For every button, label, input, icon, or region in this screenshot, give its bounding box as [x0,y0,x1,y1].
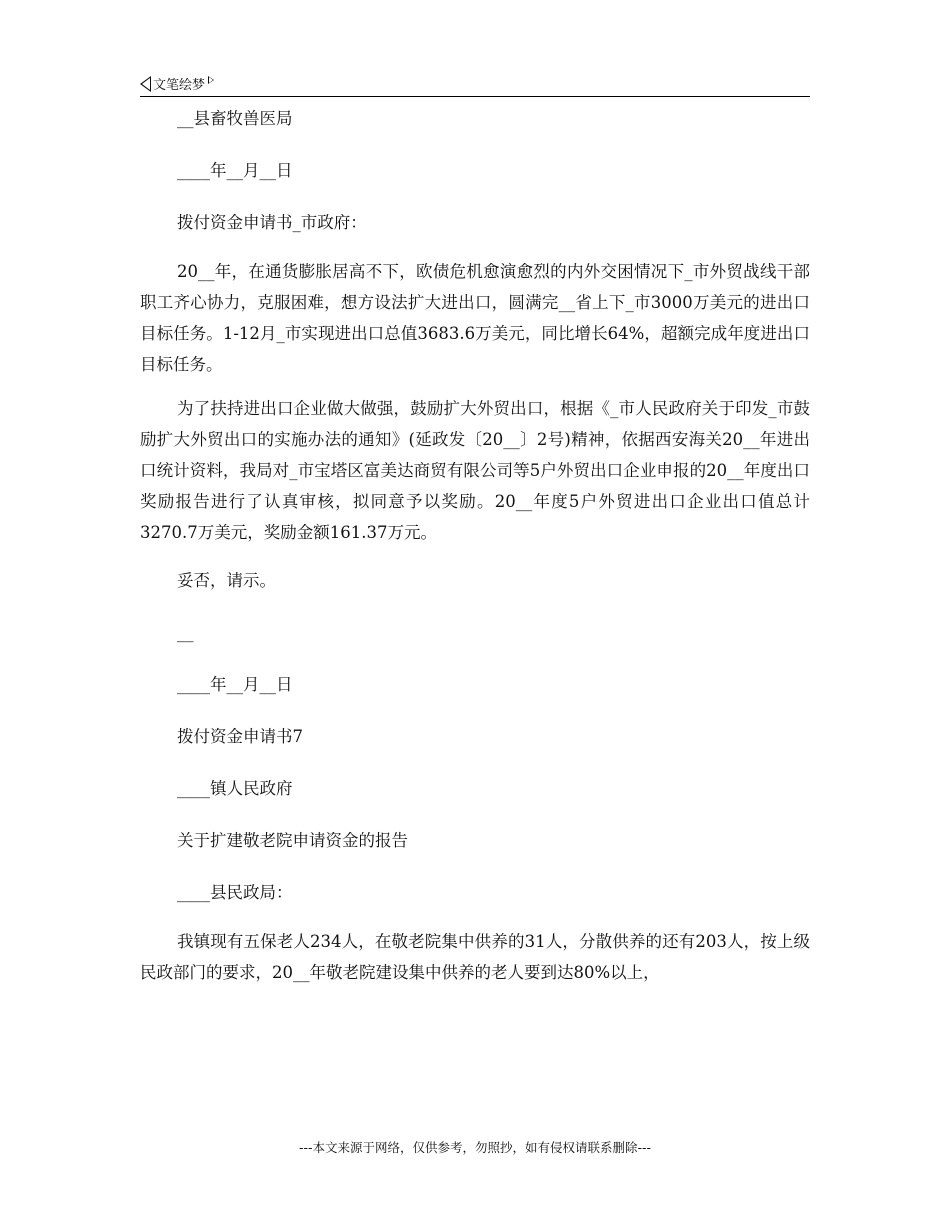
header-brand [140,74,214,93]
date-line-2: ____年__月__日 [177,675,293,694]
request-line: 妥否，请示。 [177,571,276,590]
date-line: ____年__月__日 [177,161,293,180]
addressee-line: ____县民政局： [177,883,293,902]
document-title: 拨付资金申请书_市政府： [177,213,367,232]
recipient-line: __县畜牧兽医局 [177,109,293,128]
brand-name: 文笔绘梦 [153,78,206,93]
page-header [140,72,810,97]
paragraph-export-reward: 为了扶持进出口企业做大做强，鼓励扩大外贸出口，根据《_市人民政府关于印发_市鼓励扩大外贸出口的实施办法的通知》(延政发〔20__〕2号)精神，依据西安海关20__年进出口统计资料，我局对_市宝塔区富美达商贸有限公司等5户外贸出口企业申报的20__年度出口奖励报告进行了认真审核，拟同意予以奖励。20__年度5户外贸进出口企业出口值总计3270.7万美元，奖励金额161.37万元。 [140,399,810,542]
paragraph-trade-results: 20__年，在通货膨胀居高不下，欧债危机愈演愈烈的内外交困情况下_市外贸战线干部职工齐心协力，克服困难，想方设法扩大进出口，圆满完__省上下_市3000万美元的进出口目标任务。1-12月_市实现进出口总值3683.6万美元，同比增长64%，超额完成年度进出口目标任务。 [140,262,810,374]
footer-disclaimer: ---本文来源于网络，仅供参考，勿照抄，如有侵权请联系删除--- [298,1140,652,1155]
right-triangle-icon [208,76,214,84]
paragraph-nursing-home: 我镇现有五保老人234人，在敬老院集中供养的31人，分散供养的还有203人，按上级民政部门的要求，20__年敬老院建设集中供养的老人要到达80%以上， [140,932,810,982]
signature-line: __ [177,623,194,642]
sender-line: ____镇人民政府 [177,779,293,798]
document-body [140,106,810,988]
document-title-7: 拨付资金申请书7 [177,727,303,746]
report-title: 关于扩建敬老院申请资金的报告 [177,831,408,850]
left-triangle-icon [140,76,151,92]
